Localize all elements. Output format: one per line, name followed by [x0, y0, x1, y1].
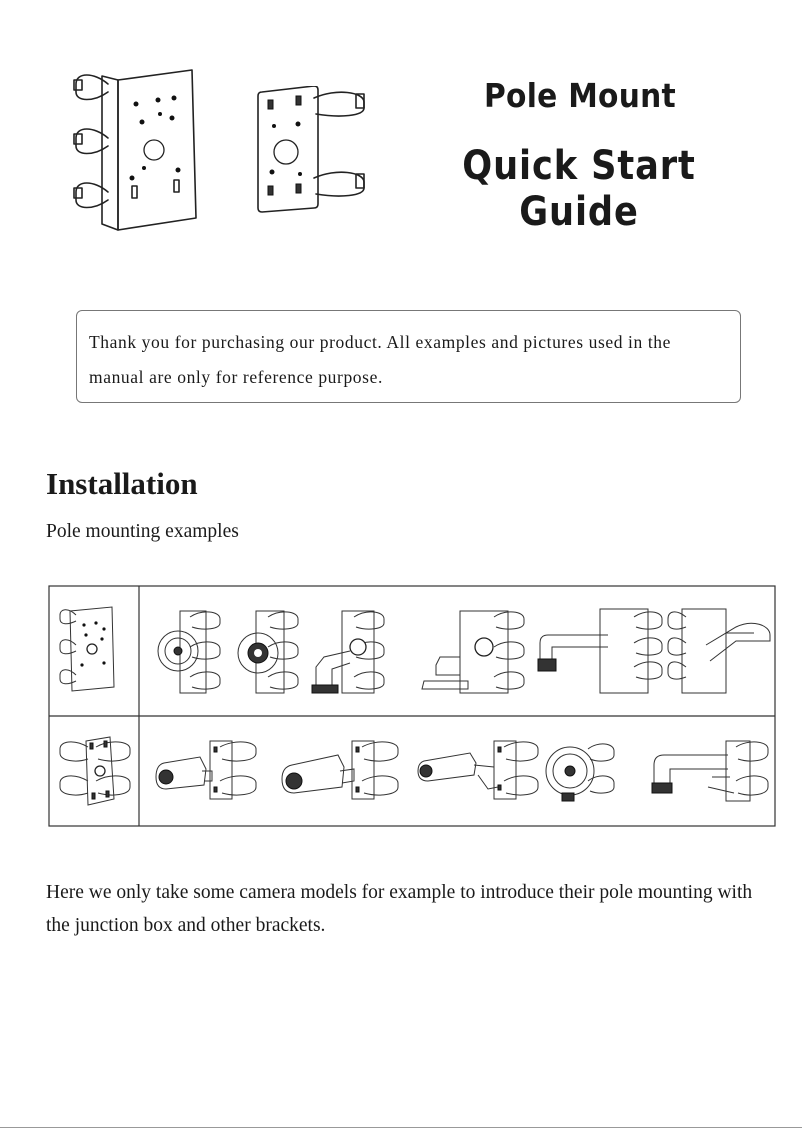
pole-mount-plate-illustration — [256, 86, 371, 216]
row1-example-dome-junction-2 — [238, 611, 298, 693]
row2-example-bullet-short — [156, 741, 256, 799]
section-heading-installation: Installation — [46, 466, 198, 501]
row2-example-bullet-long — [282, 741, 398, 799]
section-subheading: Pole mounting examples — [46, 521, 239, 542]
row1-example-wall-arm — [422, 611, 524, 693]
page-subtitle: Quick Start Guide — [462, 143, 696, 235]
row2-example-long-arm — [652, 741, 768, 801]
notice-text: Thank you for purchasing our product. All examples and pictures used in the manual are only for reference purpose. — [89, 332, 672, 387]
pole-mount-bracket-illustration — [66, 62, 206, 237]
row1-example-ceiling-arm — [668, 609, 770, 693]
intro-paragraph: Here we only take some camera models for example to introduce their pole mounting with the junction box and other brackets. — [46, 882, 753, 936]
row1-mount-icon — [60, 607, 114, 691]
row2-example-junction-box — [546, 744, 614, 801]
row1-example-ptz-pendant — [312, 611, 384, 693]
row1-example-long-arm-ptz — [538, 609, 662, 693]
row2-example-bullet-mini — [418, 741, 538, 799]
page-title: Pole Mount — [484, 76, 676, 115]
notice-box — [76, 310, 741, 403]
pole-mounting-examples-table — [48, 585, 776, 827]
row2-mount-icon — [60, 737, 130, 805]
page-bottom-divider — [0, 1127, 802, 1128]
row1-example-dome-junction — [158, 611, 220, 693]
